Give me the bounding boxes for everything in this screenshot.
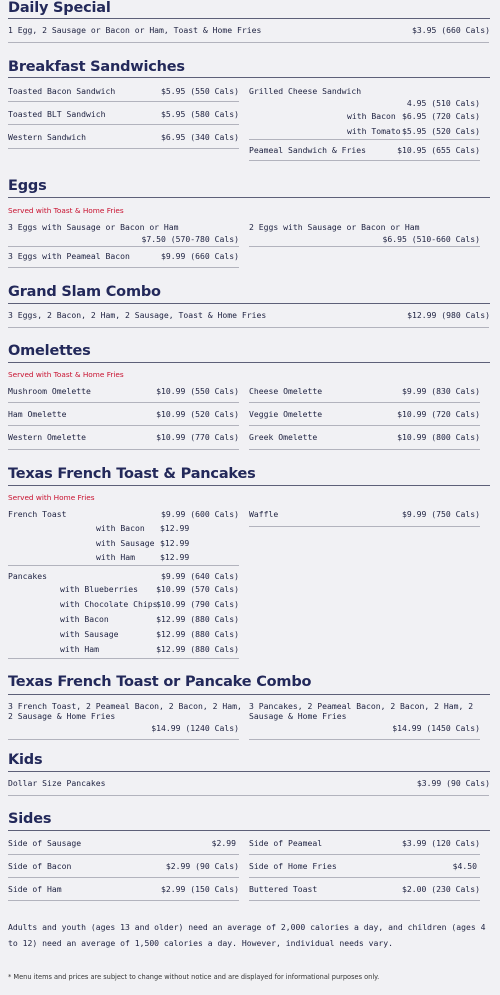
item-variant-name: with Bacon <box>96 523 145 533</box>
item-divider <box>8 449 239 450</box>
item-name: Western Omelette <box>8 432 86 442</box>
item-divider <box>8 877 239 878</box>
item-price: $2.00 (230 Cals) <box>402 884 480 894</box>
item-price: $7.50 (570-780 Cals) <box>141 234 239 244</box>
title-rule <box>8 485 490 486</box>
item-price: $10.99 (520 Cals) <box>156 409 239 419</box>
item-name: 1 Egg, 2 Sausage or Bacon or Ham, Toast & Home Fries <box>8 25 262 35</box>
item-divider <box>249 160 480 161</box>
item-divider <box>8 739 239 740</box>
item-price: $9.99 (660 Cals) <box>161 251 239 261</box>
item-price: $3.99 (90 Cals) <box>416 778 490 788</box>
item-price: $10.99 (570 Cals) <box>156 584 239 594</box>
item-name: Dollar Size Pancakes <box>8 778 106 788</box>
item-price: $12.99 (880 Cals) <box>156 644 239 654</box>
item-name-line2: Sausage & Home Fries <box>249 711 347 721</box>
item-name: Grilled Cheese Sandwich <box>249 86 362 96</box>
section-title-omelettes: Omelettes <box>8 343 91 359</box>
section-title-sides: Sides <box>8 811 52 827</box>
item-name: Ham Omelette <box>8 409 67 419</box>
item-name: French Toast <box>8 509 67 519</box>
section-note: Served with Toast & Home Fries <box>8 206 124 215</box>
item-divider <box>8 327 489 328</box>
item-name: Mushroom Omelette <box>8 386 91 396</box>
item-price: $5.95 (550 Cals) <box>161 86 239 96</box>
section-title-combo: Texas French Toast or Pancake Combo <box>8 674 312 690</box>
item-divider <box>8 425 239 426</box>
section-note: Served with Home Fries <box>8 493 95 502</box>
item-divider <box>249 425 480 426</box>
item-price: $14.99 (1450 Cals) <box>392 723 480 733</box>
item-price: $5.95 (580 Cals) <box>161 109 239 119</box>
item-name: Pancakes <box>8 571 47 581</box>
section-title-daily-special: Daily Special <box>8 0 111 16</box>
item-variant-name: with Bacon <box>347 111 396 121</box>
title-rule <box>8 197 490 198</box>
item-divider <box>8 900 239 901</box>
item-price: $2.99 (150 Cals) <box>161 884 239 894</box>
item-divider <box>8 402 239 403</box>
item-name: 3 Eggs, 2 Bacon, 2 Ham, 2 Sausage, Toast & Home Fries <box>8 310 267 320</box>
title-rule <box>8 362 490 363</box>
item-name: 3 French Toast, 2 Peameal Bacon, 2 Bacon, 2 Ham, <box>8 701 242 711</box>
item-price: $12.99 (980 Cals) <box>407 310 490 320</box>
item-name: Peameal Sandwich & Fries <box>249 145 366 155</box>
item-name: Side of Peameal <box>249 838 323 848</box>
item-name: 3 Eggs with Sausage or Bacon or Ham <box>8 222 179 232</box>
item-divider <box>249 877 480 878</box>
item-name: Toasted BLT Sandwich <box>8 109 106 119</box>
item-divider <box>8 246 239 247</box>
item-name-line2: 2 Sausage & Home Fries <box>8 711 116 721</box>
item-divider <box>8 267 239 268</box>
title-rule <box>8 303 490 304</box>
item-price: $12.99 (880 Cals) <box>156 614 239 624</box>
item-price: $9.99 (640 Cals) <box>161 571 239 581</box>
item-name: Waffle <box>249 509 279 519</box>
item-name: 2 Eggs with Sausage or Bacon or Ham <box>249 222 420 232</box>
section-title-eggs: Eggs <box>8 178 47 194</box>
item-price: $10.95 (655 Cals) <box>397 145 480 155</box>
item-variant-name: with Sausage <box>60 629 119 639</box>
item-variant-name: with Blueberries <box>60 584 138 594</box>
item-divider <box>249 854 480 855</box>
item-variant-name: with Ham <box>96 552 135 562</box>
item-divider <box>249 900 480 901</box>
item-price: $10.99 (790 Cals) <box>156 599 239 609</box>
item-divider <box>8 854 239 855</box>
item-price: $2.99 (90 Cals) <box>165 861 239 871</box>
title-rule <box>8 694 490 695</box>
section-title-french-toast-pancakes: Texas French Toast & Pancakes <box>8 466 256 482</box>
item-divider <box>8 795 489 796</box>
item-price: $9.99 (600 Cals) <box>161 509 239 519</box>
item-divider <box>8 658 239 659</box>
item-variant-name: with Sausage <box>96 538 155 548</box>
item-name: Side of Home Fries <box>249 861 337 871</box>
item-price: $10.99 (550 Cals) <box>156 386 239 396</box>
item-divider <box>8 101 239 102</box>
item-price: $5.95 (520 Cals) <box>402 126 480 136</box>
item-variant-name: with Ham <box>60 644 99 654</box>
item-price: $4.50 <box>452 861 477 871</box>
disclaimer: * Menu items and prices are subject to change without notice and are displayed for informational purposes only. <box>8 973 380 981</box>
item-name: Cheese Omelette <box>249 386 323 396</box>
calorie-note: Adults and youth (ages 13 and older) need an average of 2,000 calories a day, and children (ages 4 to 12) need an average of 1,500 calories a day. However, individual needs vary. <box>8 922 486 948</box>
section-note: Served with Toast & Home Fries <box>8 370 124 379</box>
item-price: $12.99 <box>160 538 190 548</box>
item-price: $14.99 (1240 Cals) <box>151 723 239 733</box>
item-name: 3 Eggs with Peameal Bacon <box>8 251 130 261</box>
item-divider <box>249 739 480 740</box>
item-variant-name: with Tomato <box>347 126 401 136</box>
item-divider <box>249 402 480 403</box>
section-title-grand-slam: Grand Slam Combo <box>8 284 161 300</box>
item-price: $3.99 (120 Cals) <box>402 838 480 848</box>
item-divider <box>8 565 239 566</box>
title-rule <box>8 77 490 78</box>
item-price: $9.99 (830 Cals) <box>402 386 480 396</box>
item-price: $10.99 (720 Cals) <box>397 409 480 419</box>
item-variant-name: with Chocolate Chips <box>60 599 158 609</box>
item-price: $6.95 (340 Cals) <box>161 132 239 142</box>
item-price: $10.99 (770 Cals) <box>156 432 239 442</box>
section-title-breakfast-sandwiches: Breakfast Sandwiches <box>8 59 185 75</box>
item-name: Side of Bacon <box>8 861 72 871</box>
item-price: $12.99 (880 Cals) <box>156 629 239 639</box>
item-price: $9.99 (750 Cals) <box>402 509 480 519</box>
item-divider <box>249 139 480 140</box>
item-divider <box>8 148 239 149</box>
item-name: Side of Ham <box>8 884 62 894</box>
title-rule <box>8 830 490 831</box>
item-name: Side of Sausage <box>8 838 82 848</box>
item-divider <box>249 449 480 450</box>
item-divider <box>249 246 480 247</box>
item-price: 4.95 (510 Cals) <box>406 98 480 108</box>
title-rule <box>8 18 490 19</box>
item-price: $6.95 (510-660 Cals) <box>382 234 480 244</box>
item-variant-name: with Bacon <box>60 614 109 624</box>
item-price: $12.99 <box>160 523 190 533</box>
item-price: $3.95 (660 Cals) <box>412 25 490 35</box>
item-price: $12.99 <box>160 552 190 562</box>
item-name: 3 Pancakes, 2 Peameal Bacon, 2 Bacon, 2 Ham, 2 <box>249 701 474 711</box>
item-name: Western Sandwich <box>8 132 86 142</box>
title-rule <box>8 771 490 772</box>
item-name: Buttered Toast <box>249 884 318 894</box>
item-divider <box>249 526 480 527</box>
item-name: Toasted Bacon Sandwich <box>8 86 116 96</box>
item-price: $2.99 <box>211 838 236 848</box>
section-title-kids: Kids <box>8 752 43 768</box>
item-price: $10.99 (800 Cals) <box>397 432 480 442</box>
item-name: Greek Omelette <box>249 432 318 442</box>
item-divider <box>8 124 239 125</box>
item-name: Veggie Omelette <box>249 409 323 419</box>
item-divider <box>8 42 489 43</box>
item-price: $6.95 (720 Cals) <box>402 111 480 121</box>
